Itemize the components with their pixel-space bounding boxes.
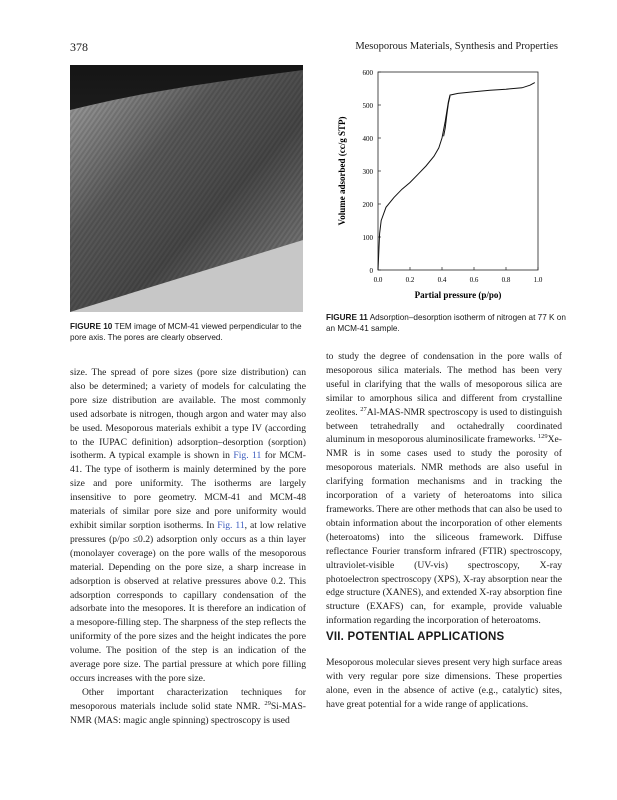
figure-reference-link[interactable]: Fig. 11 (217, 519, 245, 531)
isotherm-chart (328, 62, 558, 307)
text-run: Si-MAS-NMR (MAS: magic angle spinning) spectroscopy is used (70, 700, 306, 726)
figure-10-caption (70, 321, 310, 343)
y-tick-label: 400 (362, 135, 373, 143)
left-column (70, 366, 306, 728)
y-tick-label: 500 (362, 102, 373, 110)
figure-reference-link[interactable]: Fig. 11 (233, 450, 262, 462)
text-run: , at low relative pressures (p/po ≤0.2) adsorption only occurs as a thin layer (monolayer coverage) on the pore walls of the mesoporous material. Depending on the pore size, a sharp increase in adsorption is observed at relative pressures above 0.2. This adsorption corresponds to capillary condensation of the adsorbate into the mesopores. It is therefore an indication of a mesopore-filling step. The sharpness of the step reflects the uniformity of the pore sizes and the height indicates the pore volume. The position of the step is an indication of the average pore size. The partial pressure at which pore filling occurs increases with the pore size. (70, 519, 306, 684)
right-column (326, 350, 562, 628)
y-tick-label: 0 (369, 267, 373, 275)
chart-series (378, 83, 535, 270)
superscript: 129 (537, 433, 548, 441)
x-tick-label: 0.4 (437, 276, 447, 284)
plot-frame (378, 72, 538, 270)
paragraph (326, 350, 562, 628)
page-number: 378 (70, 40, 88, 54)
text-run: size. The spread of pore sizes (pore size distribution) can also be determined; a variety of models for calculating the pore size distribution are available. The most commonly used adsorbate is nitrogen, though argon and water may also be used. Mesoporous materials exhibit a type IV (according to the IUPAC definition) adsorption–desorption (sorption) isotherm. A typical example is shown in (70, 367, 306, 462)
x-tick-label: 0.6 (469, 276, 479, 284)
paragraph (70, 366, 306, 686)
right-column-continued (326, 656, 562, 712)
y-tick-label: 200 (362, 201, 373, 209)
text-run: to study the degree of condensation in the pore walls of mesoporous silica materials. The method has been very useful in clarifying that the walls of mesoporous silica are similar to amorphous silica and different from crystalline zeolites. (326, 351, 562, 418)
text-run: Xe-NMR is in some cases used to study the porosity of mesoporous materials. NMR methods are also useful in clarifying formation mechanisms and in tracking the incorporation of a variety of heteroatoms into silica frameworks. There are other methods that can also be used to obtain information about the incorporation of other elements (heteroatoms) into the siliceous framework. Diffuse reflectance Fourier transform infrared (FTIR) spectroscopy, ultraviolet-visible (UV-vis) spectroscopy, X-ray photoelectron spectroscopy (XPS), X-ray absorption near the edge structure (XANES), and extended X-ray absorption fine structure (EXAFS) can, for example, provide valuable information regarding the incorporation of heteroatoms. (326, 434, 562, 627)
x-axis-label: Partial pressure (p/po) (414, 290, 502, 300)
figure-10-text: TEM image of MCM-41 viewed perpendicular to the pore axis. The pores are clearly observed. (70, 322, 302, 342)
adsorption-curve (378, 83, 535, 270)
x-tick-label: 0.0 (373, 276, 383, 284)
section-heading: VII. POTENTIAL APPLICATIONS (326, 631, 505, 643)
y-axis-label: Volume adsorbed (cc/g STP) (337, 116, 347, 226)
paragraph (70, 686, 306, 728)
paragraph: Mesoporous molecular sieves present very high surface areas with very regular pore size dimensions. These properties alone, even in the absence of active (e.g., catalytic) sites, have great potential for a wide range of applications. (326, 657, 562, 710)
x-tick-label: 1.0 (533, 276, 543, 284)
x-tick-label: 0.2 (405, 276, 415, 284)
text-run: for MCM-41. The type of isotherm is mainly determined by the pore size and pore uniformity. The isotherms are largely insensitive to pore geometry. MCM-41 and MCM-48 materials of similar pore size and pore uniformity would exhibit similar sorption isotherms. In (70, 450, 306, 531)
figure-11-label: FIGURE 11 (326, 313, 368, 322)
figure-11-caption (326, 312, 566, 334)
desorption-curve (444, 96, 450, 136)
text-run: Other important characterization techniques for mesoporous materials include solid state NMR. (70, 686, 306, 712)
text-run: Al-MAS-NMR spectroscopy is used to distinguish between tetrahedrally and octahedrally coordinated aluminum in mesoporous aluminosilicate frameworks. (326, 406, 562, 446)
running-head: Mesoporous Materials, Synthesis and Properties (355, 41, 558, 52)
chart-axes (378, 72, 538, 270)
y-tick-label: 300 (362, 168, 373, 176)
figure-10-label: FIGURE 10 (70, 322, 113, 331)
y-tick-label: 600 (362, 69, 373, 77)
figure-11-text: Adsorption–desorption isotherm of nitrogen at 77 K on an MCM-41 sample. (326, 313, 566, 333)
y-tick-label: 100 (362, 234, 373, 242)
tem-image-graphic (70, 65, 303, 312)
x-tick-label: 0.8 (501, 276, 511, 284)
tem-image (70, 65, 303, 312)
superscript: 29 (264, 699, 271, 707)
x-tick-labels (374, 267, 543, 284)
superscript: 27 (360, 405, 367, 413)
